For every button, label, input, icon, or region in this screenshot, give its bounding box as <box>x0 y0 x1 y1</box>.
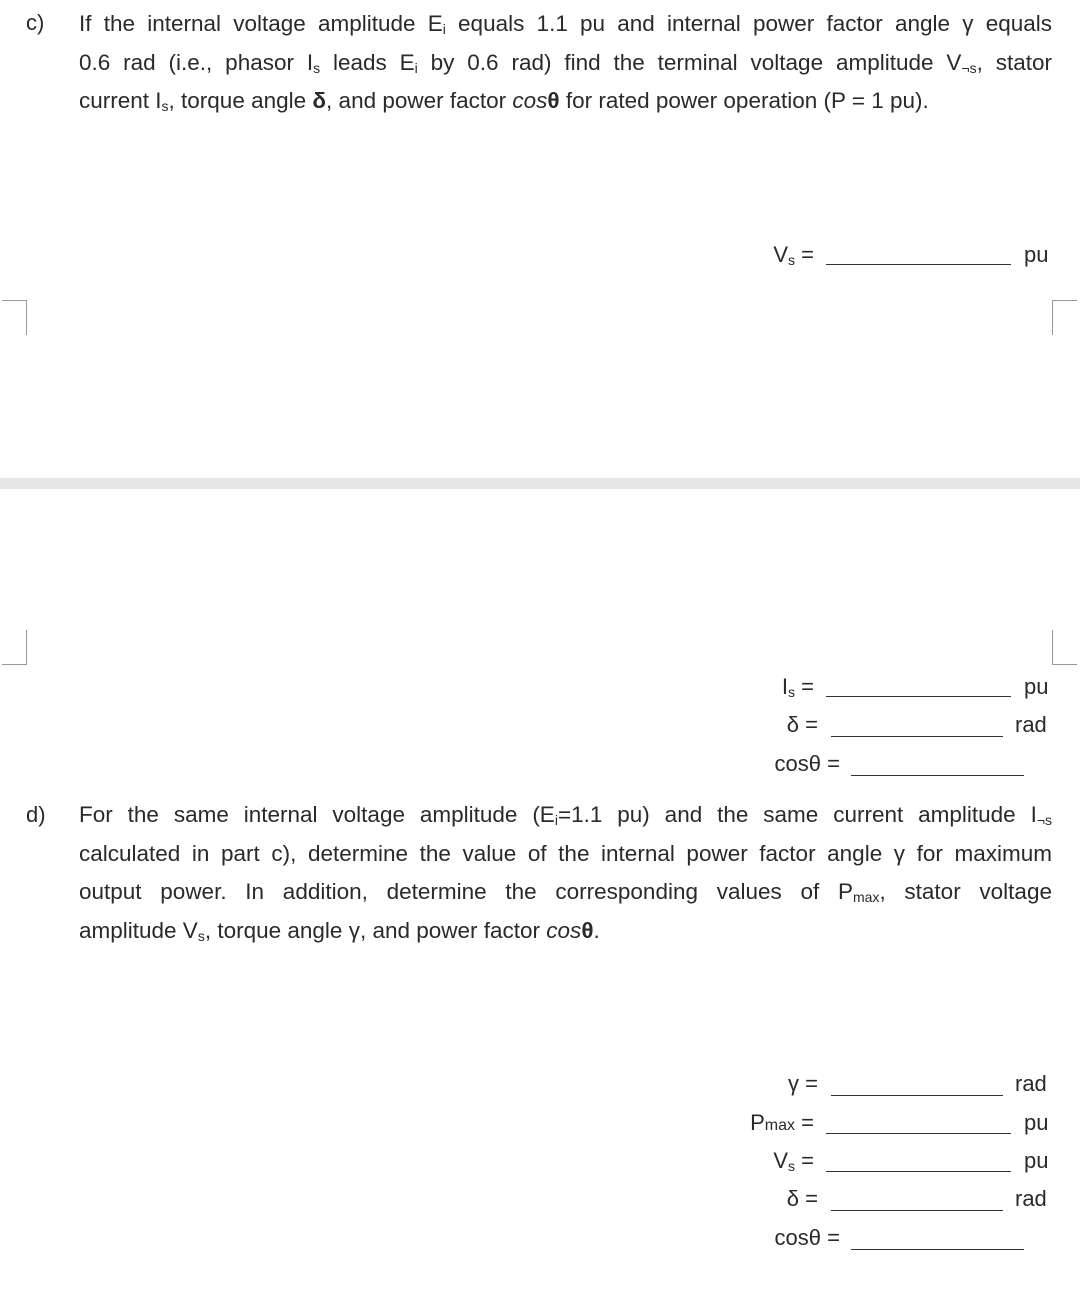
page-corner-mark <box>1052 630 1077 665</box>
answer-field-costheta-d[interactable] <box>851 1249 1024 1250</box>
question-c-text <box>79 5 1052 121</box>
answer-label-gamma-d: γ = <box>788 1071 818 1096</box>
answer-field-gamma-d[interactable] <box>831 1095 1003 1096</box>
question-c-line-2: 0.6 rad (i.e., phasor $I_s$ leads $E_i$ by 0.6 rad) find the terminal voltage amplitude $V_{\neg s}$, stator <box>79 49 1052 76</box>
answer-label-costheta-d: cosθ = <box>774 1225 840 1250</box>
answer-field-vs-c[interactable] <box>826 264 1011 265</box>
answer-label-vs-c: $V_s$ = <box>773 242 814 268</box>
answer-label-is-c: $I_s$ = <box>781 674 814 700</box>
question-d-line-3: output power. In addition, determine the corresponding values of $P_{max}$, stator voltage <box>79 879 1052 906</box>
question-c-line-3: current $I_s$, torque angle δ, and power factor cosθ for rated power operation (P = 1 pu). <box>79 88 929 115</box>
page-corner-mark <box>1052 300 1077 335</box>
answer-unit-pmax-d: pu <box>1024 1110 1049 1135</box>
question-d-line-4: amplitude $V_s$, torque angle γ, and power factor cosθ. <box>79 918 600 945</box>
answer-field-delta-c[interactable] <box>831 736 1003 737</box>
question-label-c: c) <box>26 10 45 35</box>
question-label-d: d) <box>26 802 46 827</box>
question-d-text <box>79 796 1052 951</box>
question-d-line-1: For the same internal voltage amplitude ($E_i=1.1$ pu) and the same current amplitude $I_{\neg s}$ <box>79 802 1053 828</box>
answer-label-costheta-c: cosθ = <box>774 751 840 776</box>
question-d-line-2: calculated in part c), determine the value of the internal power factor angle γ for maximum <box>79 840 1052 866</box>
answer-unit-gamma-d: rad <box>1015 1071 1047 1096</box>
page-break-gap <box>0 478 1080 489</box>
answer-field-pmax-d[interactable] <box>826 1133 1011 1134</box>
answer-label-vs-d: $V_s$ = <box>773 1148 814 1174</box>
answer-unit-vs-d: pu <box>1024 1148 1049 1173</box>
answer-field-is-c[interactable] <box>826 696 1011 697</box>
question-c-line-1: If the internal voltage amplitude $E_i$ equals 1.1 pu and internal power factor angle γ equals <box>79 11 1052 37</box>
answer-unit-delta-c: rad <box>1015 712 1047 737</box>
answer-unit-is-c: pu <box>1024 674 1049 699</box>
answer-label-pmax-d: Pmax = <box>750 1110 814 1135</box>
answer-label-delta-d: δ = <box>786 1186 818 1211</box>
answer-field-vs-d[interactable] <box>826 1171 1011 1172</box>
answer-field-delta-d[interactable] <box>831 1210 1003 1211</box>
page-corner-mark <box>2 300 27 335</box>
answer-unit-delta-d: rad <box>1015 1186 1047 1211</box>
answer-unit-vs-c: pu <box>1024 242 1049 267</box>
answer-label-delta-c: δ = <box>786 712 818 737</box>
answer-field-costheta-c[interactable] <box>851 775 1024 776</box>
page-corner-mark <box>2 630 27 665</box>
